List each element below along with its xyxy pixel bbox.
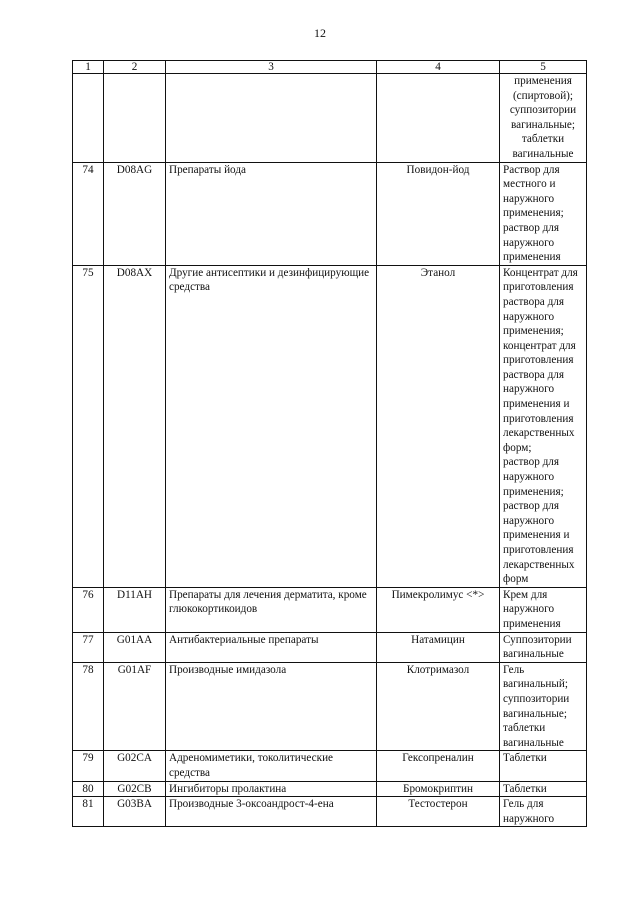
atc-code: G01AF [104, 662, 166, 751]
atc-code: D08AG [104, 162, 166, 265]
dosage-form-line: суппозитории [509, 104, 577, 117]
drug-table [72, 60, 587, 827]
drug-name: Бромокриптин [377, 781, 500, 797]
header-cell-5: 5 [500, 61, 587, 74]
row-number: 79 [73, 751, 104, 781]
dosage-form-line: Раствор для [503, 163, 560, 176]
dosage-form-line: наружного [503, 812, 555, 825]
header-cell-4: 4 [377, 61, 500, 74]
row-number [73, 74, 104, 163]
dosage-form [500, 632, 587, 662]
drug-name: Клотримазол [377, 662, 500, 751]
table-row [73, 662, 587, 751]
row-number: 74 [73, 162, 104, 265]
dosage-form-line: раствор для [503, 456, 560, 469]
header-cell-1: 1 [73, 61, 104, 74]
dosage-form-line: применения; [503, 207, 564, 220]
row-number: 75 [73, 265, 104, 587]
dosage-form-line: наружного [503, 236, 555, 249]
dosage-form-line: раствор для [503, 500, 560, 513]
dosage-form-line: концентрат для [503, 339, 576, 352]
table-header-row [73, 61, 587, 74]
dosage-form-line: вагинальные; [511, 118, 575, 131]
table-row [73, 162, 587, 265]
dosage-form-line: применения; [503, 325, 564, 338]
row-number: 76 [73, 587, 104, 632]
dosage-form-line: таблетки [521, 133, 565, 146]
dosage-form-line: форм [503, 573, 529, 586]
row-number: 77 [73, 632, 104, 662]
dosage-form [500, 797, 587, 827]
dosage-form-line: применения [503, 251, 561, 264]
pharmacological-group: Препараты для лечения дерматита, кроме глюкокортикоидов [166, 587, 377, 632]
pharmacological-group: Производные имидазола [166, 662, 377, 751]
dosage-form-line: лекарственных [503, 427, 575, 440]
dosage-form-line: наружного [503, 514, 555, 527]
atc-code: G03BA [104, 797, 166, 827]
dosage-form-line: применения [503, 617, 561, 630]
header-cell-2: 2 [104, 61, 166, 74]
row-number: 81 [73, 797, 104, 827]
dosage-form-line: применения и [503, 529, 570, 542]
dosage-form-line: вагинальные; [503, 707, 567, 720]
dosage-form-line: таблетки [503, 722, 546, 735]
dosage-form-line: наружного [503, 471, 555, 484]
dosage-form-line: местного и [503, 178, 556, 191]
dosage-form-line: Гель [503, 663, 525, 676]
dosage-form [500, 162, 587, 265]
atc-code: G02CB [104, 781, 166, 797]
dosage-form [500, 587, 587, 632]
dosage-form-line: (спиртовой); [512, 89, 574, 102]
dosage-form-line: применения [514, 75, 572, 87]
dosage-form-line: Концентрат для [503, 266, 578, 279]
dosage-form-line: применения и [503, 398, 570, 411]
dosage-form [500, 751, 587, 781]
dosage-form-line: наружного [503, 310, 555, 323]
dosage-form [500, 265, 587, 587]
pharmacological-group: Ингибиторы пролактина [166, 781, 377, 797]
dosage-form-line: Таблетки [503, 752, 547, 765]
drug-table-body [73, 61, 587, 827]
dosage-form-line: приготовления [503, 544, 574, 556]
pharmacological-group: Антибактериальные препараты [166, 632, 377, 662]
dosage-form-line: Суппозитории [503, 633, 572, 646]
drug-name: Натамицин [377, 632, 500, 662]
table-row [73, 587, 587, 632]
pharmacological-group: Адреномиметики, токолитические средства [166, 751, 377, 781]
atc-code: G02CA [104, 751, 166, 781]
page-number: 12 [314, 26, 326, 40]
dosage-form-line: раствор для [503, 221, 560, 234]
table-row [73, 797, 587, 827]
dosage-form-line: вагинальные [512, 147, 574, 160]
pharmacological-group: Другие антисептики и дезинфицирующие средства [166, 265, 377, 587]
dosage-form-line: суппозитории [503, 692, 570, 705]
dosage-form-line: приготовления [503, 412, 574, 425]
dosage-form-line: раствора для [503, 368, 564, 381]
dosage-form-line: наружного [503, 192, 555, 205]
dosage-form-line: приготовления [503, 354, 574, 367]
dosage-form-line: Гель для [503, 798, 544, 811]
row-number: 80 [73, 781, 104, 797]
dosage-form-line: лекарственных [503, 558, 575, 571]
table-row [73, 751, 587, 781]
dosage-form-line: вагинальный; [503, 678, 569, 691]
atc-code: D11AH [104, 587, 166, 632]
drug-name: Пимекролимус <*> [377, 587, 500, 632]
drug-name [377, 74, 500, 163]
drug-name: Этанол [377, 265, 500, 587]
dosage-form-line: Крем для [503, 588, 548, 601]
dosage-form-line: наружного [503, 603, 555, 616]
drug-name: Гексопреналин [377, 751, 500, 781]
table-row [73, 632, 587, 662]
drug-name: Тестостерон [377, 797, 500, 827]
dosage-form-line: вагинальные [503, 648, 564, 661]
pharmacological-group: Препараты йода [166, 162, 377, 265]
pharmacological-group [166, 74, 377, 163]
atc-code: D08AX [104, 265, 166, 587]
dosage-form-line: раствора для [503, 295, 564, 308]
dosage-form [500, 74, 587, 163]
table-row [73, 265, 587, 587]
atc-code [104, 74, 166, 163]
dosage-form [500, 781, 587, 797]
row-number: 78 [73, 662, 104, 751]
dosage-form-line: приготовления [503, 281, 574, 294]
dosage-form-line: применения; [503, 485, 564, 498]
dosage-form [500, 662, 587, 751]
atc-code: G01AA [104, 632, 166, 662]
header-cell-3: 3 [166, 61, 377, 74]
dosage-form-line: вагинальные [503, 736, 564, 749]
pharmacological-group: Производные 3-оксоандрост-4-ена [166, 797, 377, 827]
dosage-form-line: наружного [503, 383, 555, 396]
drug-name: Повидон-йод [377, 162, 500, 265]
table-row [73, 781, 587, 797]
table-row [73, 74, 587, 163]
dosage-form-line: Таблетки [503, 782, 547, 795]
dosage-form-line: форм; [503, 441, 532, 454]
